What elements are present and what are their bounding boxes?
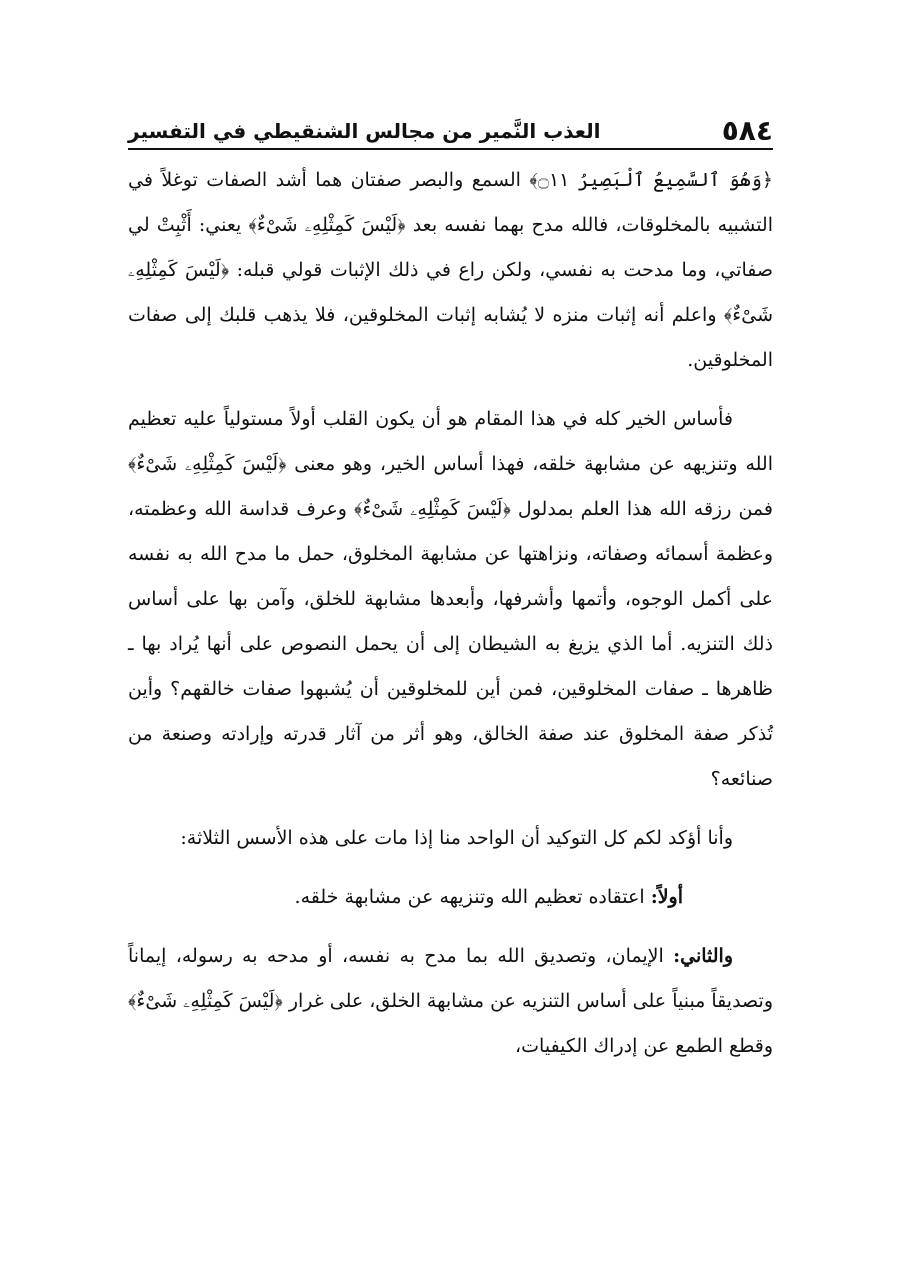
paragraph-text: فأساس الخير كله في هذا المقام هو أن يكون القلب أولاً مستولياً عليه تعظيم الله وتنزيهه عن مشابهة خلقه، فهذا أساس الخير، وهو معنى ﴿لَيْسَ كَمِثْلِهِۦ شَىْءٌ﴾ فمن رزقه الله هذا العلم بمدلول ﴿لَيْسَ كَمِثْلِهِۦ شَىْءٌ﴾ وعرف قداسة الله وعظمته، وعظمة أسمائه وصفاته، ونزاهتها عن مشابهة المخلوق، حمل ما مدح الله به نفسه على أكمل الوجوه، وأتمها وأشرفها، وأبعدها مشابهة للخلق، وآمن بها على أساس ذلك التنزيه. أما الذي يزيغ به الشيطان إلى أن يحمل النصوص على أنها يُراد بها ـ ظاهرها ـ صفات المخلوقين، فمن أين للمخلوقين أن يُشبهوا صفات خالقهم؟ وأين تُذكر صفة المخلوق عند صفة الخالق، وهو أثر من آثار قدرته وإرادته وصنعة من صنائعه؟ <box>128 408 773 790</box>
page-number: ٥٨٤ <box>721 114 773 147</box>
paragraph-lead: والثاني: <box>673 945 733 967</box>
paragraph-4 <box>128 875 773 920</box>
running-title: العذب النَّمير من مجالس الشنقيطي في التفسير <box>128 119 601 143</box>
header-rule <box>128 148 773 150</box>
paragraph-text: اعتقاده تعظيم الله وتنزيهه عن مشابهة خلقه. <box>294 886 651 908</box>
page-body <box>128 158 773 1069</box>
paragraph-5 <box>128 934 773 1069</box>
paragraph-3 <box>128 816 773 861</box>
paragraph-text: ﴿وَهُوَ ٱلسَّمِيعُ ٱلْبَصِيرُ ۝١١﴾ السمع والبصر صفتان هما أشد الصفات توغلاً في التشبيه بالمخلوقات، فالله مدح بهما نفسه بعد ﴿لَيْسَ كَمِثْلِهِۦ شَىْءٌ﴾ يعني: أَثْبِتْ لي صفاتي، وما مدحت به نفسي، ولكن راع في ذلك الإثبات قولي قبله: ﴿لَيْسَ كَمِثْلِهِۦ شَىْءٌ﴾ واعلم أنه إثبات منزه لا يُشابه إثبات المخلوقين، فلا يذهب قلبك إلى صفات المخلوقين. <box>128 169 773 371</box>
paragraph-text: الإيمان، وتصديق الله بما مدح به نفسه، أو مدحه به رسوله، إيماناً وتصديقاً مبنياً على أساس التنزيه عن مشابهة الخلق، على غرار ﴿لَيْسَ كَمِثْلِهِۦ شَىْءٌ﴾ وقطع الطمع عن إدراك الكيفيات، <box>128 945 773 1057</box>
page-header <box>128 112 773 146</box>
paragraph-1 <box>128 158 773 383</box>
paragraph-2 <box>128 397 773 802</box>
paragraph-lead: أولاً: <box>650 886 683 908</box>
paragraph-text: وأنا أؤكد لكم كل التوكيد أن الواحد منا إذا مات على هذه الأسس الثلاثة: <box>180 827 733 849</box>
